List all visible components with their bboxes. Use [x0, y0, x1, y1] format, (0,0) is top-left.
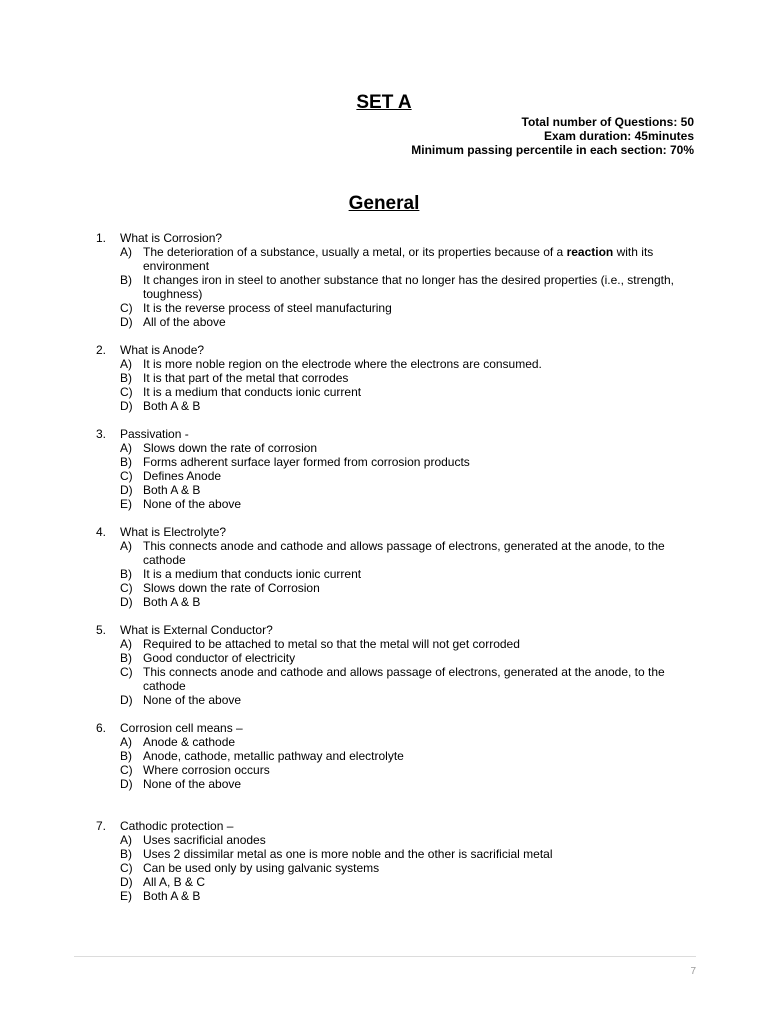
question-text: Passivation -	[120, 427, 189, 441]
option	[120, 665, 696, 693]
option	[120, 749, 696, 763]
option-text: This connects anode and cathode and allows passage of electrons, generated at the anode, to the cathode	[143, 665, 665, 693]
option-text: Anode, cathode, metallic pathway and electrolyte	[143, 749, 404, 763]
option-letter: D)	[120, 777, 133, 791]
option-text: Anode & cathode	[143, 735, 236, 749]
question-6	[96, 721, 696, 791]
option-letter: C)	[120, 385, 133, 399]
option-text: It is a medium that conducts ionic current	[143, 385, 362, 399]
option	[120, 483, 696, 497]
option-letter: E)	[120, 889, 132, 903]
option-letter: A)	[120, 245, 132, 259]
option-letter: C)	[120, 581, 133, 595]
option	[120, 693, 696, 707]
question-number: 2.	[96, 343, 107, 357]
option	[120, 455, 696, 469]
question-number: 1.	[96, 231, 107, 245]
option-text: Both A & B	[143, 483, 201, 497]
question-number: 3.	[96, 427, 107, 441]
page-number: 7	[690, 966, 696, 977]
option-letter: D)	[120, 875, 133, 889]
bold-term: reaction	[566, 245, 614, 259]
section-title: General	[348, 193, 420, 214]
option-text: Slows down the rate of Corrosion	[143, 581, 320, 595]
option-text: None of the above	[143, 497, 242, 511]
option-letter: C)	[120, 469, 133, 483]
option-letter: A)	[120, 441, 132, 455]
option-letter: D)	[120, 399, 133, 413]
option-text: All of the above	[143, 315, 226, 329]
question-text: What is Electrolyte?	[120, 525, 227, 539]
option-text: All A, B & C	[143, 875, 206, 889]
option-text: It changes iron in steel to another substance that no longer has the desired properties (i.e., strength, toughness)	[143, 273, 674, 301]
option-text: None of the above	[143, 777, 242, 791]
option	[120, 861, 696, 875]
option-text: Good conductor of electricity	[143, 651, 296, 665]
option	[120, 273, 696, 301]
question-number: 5.	[96, 623, 107, 637]
option-text: It is a medium that conducts ionic current	[143, 567, 362, 581]
exam-duration: Exam duration: 45minutes	[543, 129, 694, 143]
question-number: 7.	[96, 819, 107, 833]
option-text: It is more noble region on the electrode where the electrons are consumed.	[143, 357, 542, 371]
option-text: It is the reverse process of steel manufacturing	[143, 301, 392, 315]
option-letter: A)	[120, 539, 132, 553]
question-7	[96, 819, 696, 903]
question-text: Cathodic protection –	[120, 819, 234, 833]
option-text: Both A & B	[143, 399, 201, 413]
option	[120, 847, 696, 861]
option	[120, 539, 696, 567]
option-letter: C)	[120, 861, 133, 875]
option	[120, 441, 696, 455]
option-letter: B)	[120, 651, 132, 665]
option-letter: D)	[120, 483, 133, 497]
option	[120, 581, 696, 595]
option-text: Can be used only by using galvanic systems	[143, 861, 380, 875]
question-4	[96, 525, 696, 609]
question-2	[96, 343, 696, 413]
footer-divider	[74, 956, 696, 957]
option-letter: A)	[120, 637, 132, 651]
option	[120, 315, 696, 329]
option	[120, 497, 696, 511]
option-letter: B)	[120, 273, 132, 287]
question-text: What is External Conductor?	[120, 623, 273, 637]
option-text: Uses sacrificial anodes	[143, 833, 266, 847]
question-text: What is Corrosion?	[120, 231, 223, 245]
option	[120, 371, 696, 385]
set-title: SET A	[356, 92, 412, 113]
question-list	[96, 231, 696, 917]
option	[120, 245, 696, 273]
option-text: Required to be attached to metal so that the metal will not get corroded	[143, 637, 520, 651]
option-text: Slows down the rate of corrosion	[143, 441, 318, 455]
option-letter: B)	[120, 749, 132, 763]
option-text: Forms adherent surface layer formed from corrosion products	[143, 455, 470, 469]
option	[120, 567, 696, 581]
total-questions: Total number of Questions: 50	[521, 115, 694, 129]
option-text: Both A & B	[143, 595, 201, 609]
option-text: The deterioration of a substance, usually a metal, or its properties because of a reaction with its environment	[143, 245, 654, 273]
option-letter: E)	[120, 497, 132, 511]
option-letter: B)	[120, 455, 132, 469]
option-text: Where corrosion occurs	[143, 763, 270, 777]
option-letter: A)	[120, 357, 132, 371]
option	[120, 469, 696, 483]
option	[120, 637, 696, 651]
option-letter: A)	[120, 833, 132, 847]
option	[120, 735, 696, 749]
question-number: 6.	[96, 721, 107, 735]
option	[120, 399, 696, 413]
option-letter: D)	[120, 595, 133, 609]
option-letter: B)	[120, 847, 132, 861]
option-text: It is that part of the metal that corrodes	[143, 371, 349, 385]
exam-info	[411, 115, 694, 157]
option	[120, 595, 696, 609]
option-letter: D)	[120, 315, 133, 329]
option-letter: B)	[120, 567, 132, 581]
option	[120, 763, 696, 777]
option-letter: A)	[120, 735, 132, 749]
option-letter: D)	[120, 693, 133, 707]
passing-percentile: Minimum passing percentile in each section: 70%	[411, 143, 694, 157]
option-letter: B)	[120, 371, 132, 385]
option	[120, 651, 696, 665]
option	[120, 833, 696, 847]
option-letter: C)	[120, 665, 133, 679]
option-text: Defines Anode	[143, 469, 222, 483]
option-text: Uses 2 dissimilar metal as one is more noble and the other is sacrificial metal	[143, 847, 553, 861]
option-text: This connects anode and cathode and allows passage of electrons, generated at the anode, to the cathode	[143, 539, 665, 567]
question-text: What is Anode?	[120, 343, 205, 357]
question-text: Corrosion cell means –	[120, 721, 243, 735]
option	[120, 301, 696, 315]
option	[120, 357, 696, 371]
option-letter: C)	[120, 763, 133, 777]
option	[120, 875, 696, 889]
option	[120, 889, 696, 903]
question-3	[96, 427, 696, 511]
option	[120, 777, 696, 791]
option-letter: C)	[120, 301, 133, 315]
option-text: Both A & B	[143, 889, 201, 903]
question-1	[96, 231, 696, 329]
option	[120, 385, 696, 399]
question-5	[96, 623, 696, 707]
option-text: None of the above	[143, 693, 242, 707]
question-number: 4.	[96, 525, 107, 539]
